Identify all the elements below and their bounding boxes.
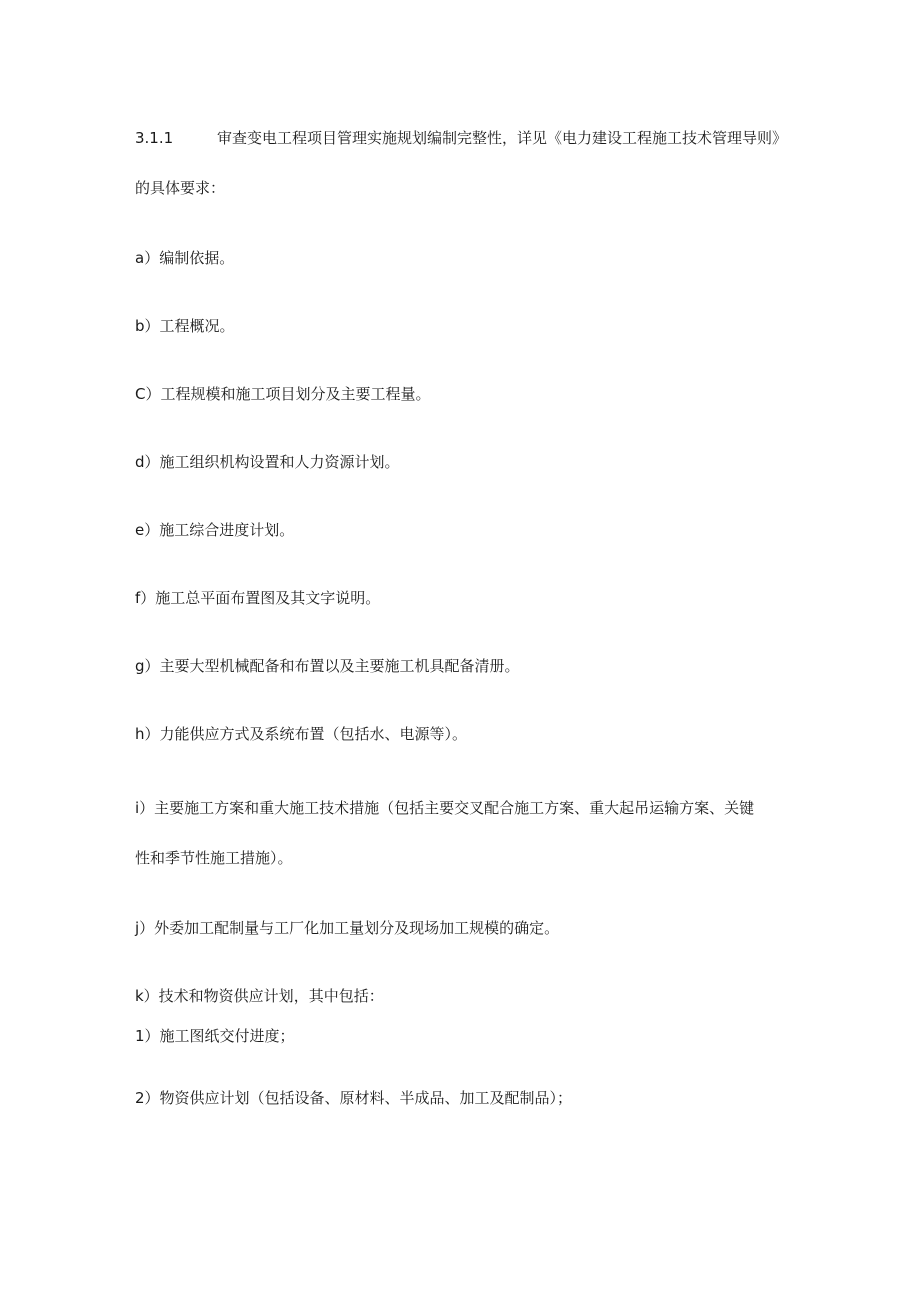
item-d: d）施工组织机构设置和人力资源计划。 — [135, 453, 400, 471]
item-e: e）施工综合进度计划。 — [135, 521, 295, 539]
item-c: C）工程规模和施工项目划分及主要工程量。 — [135, 385, 431, 403]
section-heading-line — [135, 128, 787, 148]
item-a: a）编制依据。 — [135, 249, 235, 267]
item-h: h）力能供应方式及系统布置（包括水、电源等）。 — [135, 725, 468, 743]
subitem-1: 1）施工图纸交付进度； — [135, 1027, 295, 1045]
item-i-line2: 性和季节性施工措施）。 — [135, 849, 293, 867]
item-i-line1: i）主要施工方案和重大施工技术措施（包括主要交叉配合施工方案、重大起吊运输方案、关键 — [135, 799, 755, 817]
section-title-line1: 审查变电工程项目管理实施规划编制完整性，详见《电力建设工程施工技术管理导则》 — [217, 129, 788, 147]
item-k: k）技术和物资供应计划，其中包括： — [135, 987, 384, 1005]
item-b: b）工程概况。 — [135, 317, 235, 335]
item-g: g）主要大型机械配备和布置以及主要施工机具配备清册。 — [135, 657, 520, 675]
item-j: j）外委加工配制量与工厂化加工量划分及现场加工规模的确定。 — [135, 919, 560, 937]
section-number: 3.1.1 — [135, 129, 174, 147]
section-title-line2: 的具体要求： — [135, 179, 226, 197]
subitem-2: 2）物资供应计划（包括设备、原材料、半成品、加工及配制品）； — [135, 1089, 573, 1107]
item-f: f）施工总平面布置图及其文字说明。 — [135, 589, 381, 607]
